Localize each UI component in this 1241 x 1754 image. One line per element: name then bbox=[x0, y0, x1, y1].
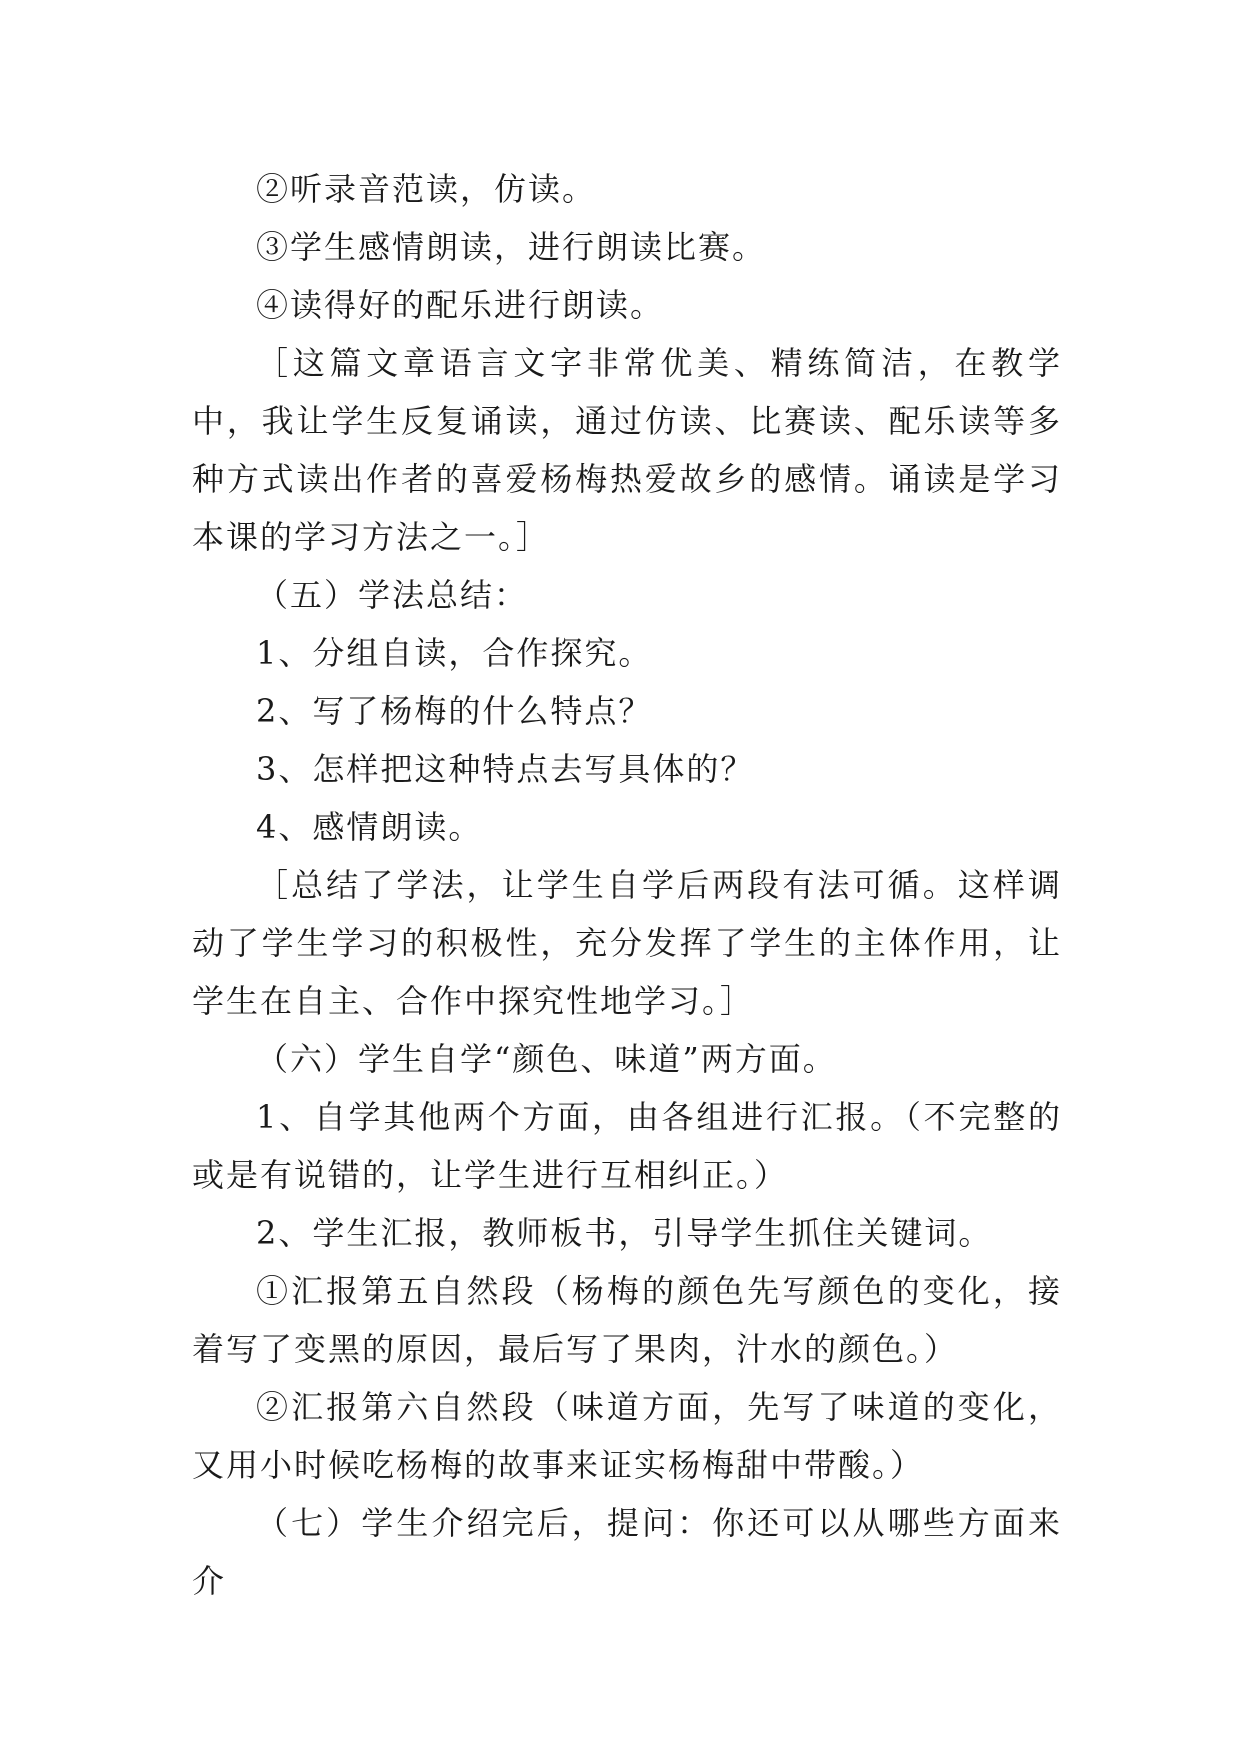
paragraph-report-section-six: ②汇报第六自然段（味道方面，先写了味道的变化，又用小时候吃杨梅的故事来证实杨梅甜中带酸。） bbox=[192, 1388, 1062, 1484]
paragraph-emotional-reading: ③学生感情朗读，进行朗读比赛。 bbox=[256, 228, 767, 266]
paragraph-step-3: 3、怎样把这种特点去写具体的？ bbox=[256, 750, 755, 788]
paragraph-report-section-five: ①汇报第五自然段（杨梅的颜色先写颜色的变化，接着写了变黑的原因，最后写了果肉，汁水的颜色。） bbox=[192, 1272, 1062, 1368]
paragraph-music-reading: ④读得好的配乐进行朗读。 bbox=[256, 286, 665, 324]
paragraph-reading-commentary: ［这篇文章语言文字非常优美、精练简洁，在教学中，我让学生反复诵读，通过仿读、比赛读、配乐读等多种方式读出作者的喜爱杨梅热爱故乡的感情。诵读是学习本课的学习方法之一。］ bbox=[192, 344, 1062, 556]
paragraph-step-2: 2、写了杨梅的什么特点？ bbox=[256, 692, 653, 730]
paragraph-listen-recording: ②听录音范读，仿读。 bbox=[256, 170, 597, 208]
paragraph-step-1: 1、分组自读，合作探究。 bbox=[256, 634, 653, 672]
paragraph-method-commentary: ［总结了学法，让学生自学后两段有法可循。这样调动了学生学习的积极性，充分发挥了学生的主体作用，让学生在自主、合作中探究性地学习。］ bbox=[192, 866, 1062, 1020]
section-heading-seven: （七）学生介绍完后，提问：你还可以从哪些方面来介 bbox=[192, 1504, 1062, 1600]
section-heading-six: （六）学生自学“颜色、味道”两方面。 bbox=[256, 1040, 837, 1078]
section-heading-five: （五）学法总结： bbox=[256, 576, 529, 614]
paragraph-step-4: 4、感情朗读。 bbox=[256, 808, 483, 846]
paragraph-self-study-report: 1、自学其他两个方面，由各组进行汇报。（不完整的或是有说错的，让学生进行互相纠正。） bbox=[192, 1098, 1062, 1194]
document-body bbox=[192, 160, 1062, 1610]
paragraph-student-report: 2、学生汇报，教师板书，引导学生抓住关键词。 bbox=[256, 1214, 993, 1252]
